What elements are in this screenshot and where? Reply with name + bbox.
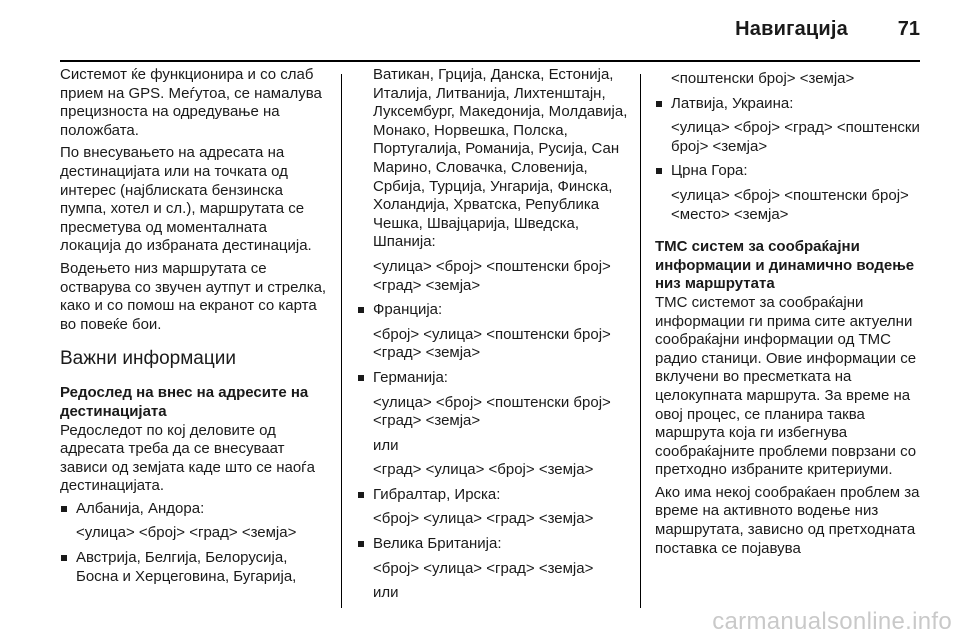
list-item-uk: Велика Британија: <box>357 535 635 554</box>
paragraph-tmc: TMC системот за сообраќајни информации ги прима сите актуелни сообраќајни информации од TMC радио станици. Овие информации се вклучени во пресметката на целокупната маршрута. За време на овој процес, се планира таква маршрута која ги избегнува сообраќајните проблеми поврзани со претходно избраните критериуми. <box>655 293 917 479</box>
address-format: <улица> <број> <поштенски број> <град> <земја> <box>373 393 611 430</box>
address-format: <број> <улица> <поштенски број> <град> <земја> <box>373 325 611 362</box>
or-text: или <box>373 436 399 454</box>
header-divider <box>60 60 920 62</box>
list-item-austria-group: Австрија, Белгија, Белорусија, Босна и Херцеговина, Бугарија, <box>60 549 332 586</box>
list-item-france: Франција: <box>357 301 635 320</box>
subheading-tmc: TMC систем за сообраќајни информации и динамично водење низ маршрутата <box>655 238 915 293</box>
address-format: <улица> <број> <град> <поштенски број> <земја> <box>671 119 920 155</box>
list-item-continuation: Ватикан, Грција, Данска, Естонија, Италија, Литванија, Лихтенштајн, Луксембург, Македонија, Молдавија, Монако, Норвешка, Полска, Португалија, Романија, Русија, Сан Марино, Словачка, Словенија, Србија, Турција, Унгарија, Финска, Холандија, Хрватска, Република Чешка, Швајцарија, Шведска, Шпанија: <box>373 66 628 251</box>
address-format: <улица> <број> <поштенски број> <град> <земја> <box>373 257 611 294</box>
subheading-address-order: Редослед на внес на адресите на дестинацијата <box>60 384 309 420</box>
paragraph-guidance: Водењето низ маршрутата се остварува со звучен аутпут и стрелка, како и со помош на екранот со карта во повеќе бои. <box>60 259 327 333</box>
column-1 <box>60 66 332 612</box>
address-format: <град> <улица> <број> <земја> <box>373 461 594 479</box>
paragraph-tmc-problem: Ако има некој сообраќаен проблем за време на активното водење низ маршрутата, зависно од претходната поставка се појавува <box>655 483 920 557</box>
list-item-albania: Албанија, Андора: <box>60 500 332 519</box>
list-item-montenegro: Црна Гора: <box>655 162 930 181</box>
paragraph-route-calculation: По внесувањето на адресата на дестинацијата или на точката од интерес (најблиската бензинска пумпа, хотел и сл.), маршрутата се пресметува од моменталната локација до избраната дестинација. <box>60 144 312 255</box>
address-format: <улица> <број> <поштенски број> <место> <земја> <box>671 186 909 223</box>
column-divider-2 <box>640 74 641 608</box>
column-divider-1 <box>341 74 342 608</box>
column-2 <box>357 66 635 612</box>
paragraph-address-order: Редоследот по кој деловите од адресата треба да се внесуваат зависи од земјата каде што се наоѓа дестинацијата. <box>60 421 315 495</box>
list-item-latvia: Латвија, Украина: <box>655 95 930 114</box>
address-format: <број> <улица> <град> <земја> <box>373 559 594 577</box>
page-header <box>0 0 960 60</box>
list-item-germany: Германија: <box>357 369 635 388</box>
page-title: Навигација <box>735 18 848 40</box>
watermark: carmanualsonline.info <box>712 608 952 635</box>
section-heading: Важни информации <box>60 348 236 370</box>
address-format: <поштенски број> <земја> <box>671 70 855 87</box>
list-item-gibraltar: Гибралтар, Ирска: <box>357 486 635 505</box>
address-format: <број> <улица> <град> <земја> <box>373 510 594 528</box>
page-number: 71 <box>897 18 920 40</box>
address-format: <улица> <број> <град> <земја> <box>76 524 297 542</box>
paragraph-gps: Системот ќе функционира и со слаб прием на GPS. Меѓутоа, се намалува прецизноста на одредување на положбата. <box>60 66 322 139</box>
or-text: или <box>373 584 399 602</box>
column-3 <box>655 66 930 612</box>
